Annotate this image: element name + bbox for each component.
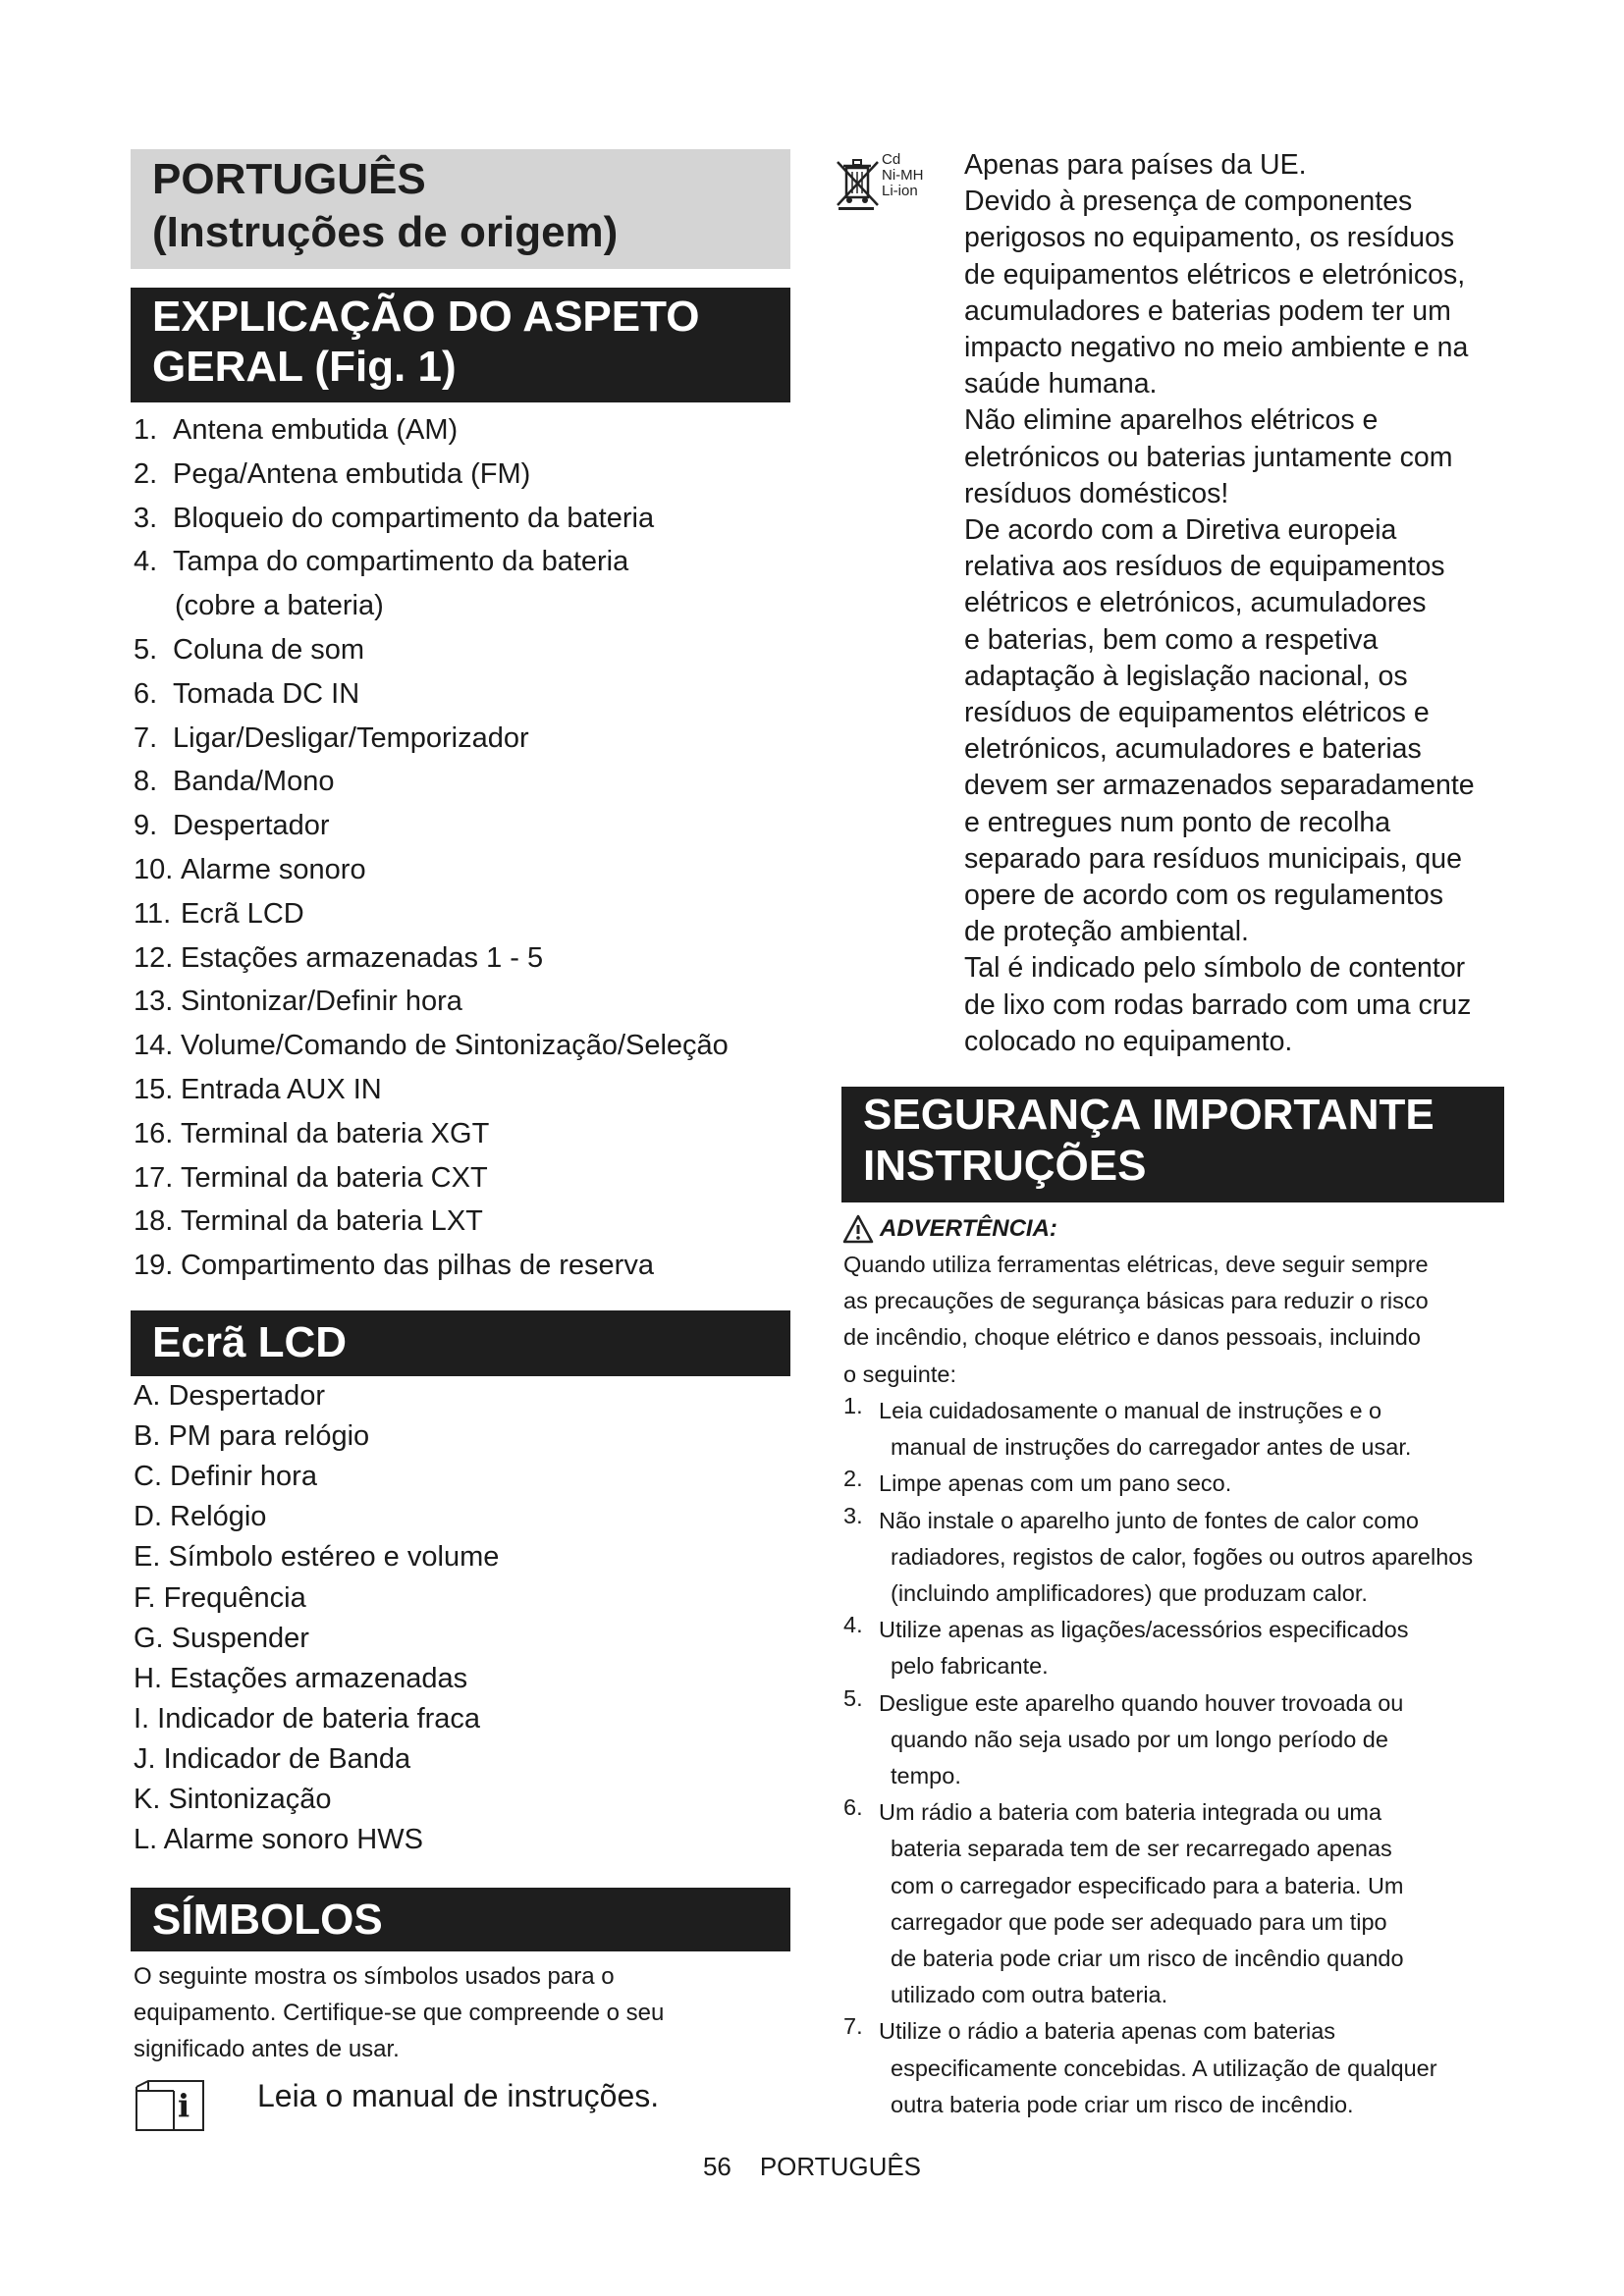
overview-item-number: 14. [134, 1030, 174, 1062]
eu-text-line: Apenas para países da UE. [964, 149, 1307, 181]
safety-item-line: especificamente concebidas. A utilização de qualquer [891, 2055, 1437, 2081]
overview-item [134, 458, 530, 491]
eu-text-line: e baterias, bem como a respetiva [964, 623, 1379, 656]
overview-item [134, 590, 384, 622]
manual-icon-letter: i [178, 2087, 190, 2124]
eu-text-line: separado para resíduos municipais, que [964, 842, 1462, 875]
safety-item-number: 7. [843, 2013, 863, 2040]
eu-text-line: devem ser armazenados separadamente [964, 770, 1475, 802]
safety-item-line: tempo. [891, 1763, 961, 1789]
lcd-item: F. Frequência [134, 1581, 306, 1614]
safety-item-number: 1. [843, 1393, 863, 1418]
safety-intro-line: de incêndio, choque elétrico e danos pessoais, incluindo [843, 1324, 1421, 1351]
overview-item-text: (cobre a bateria) [175, 590, 384, 622]
lcd-heading-text: Ecrã LCD [152, 1318, 348, 1366]
overview-item [134, 810, 330, 842]
overview-item-number: 17. [134, 1161, 174, 1194]
eu-text-line: acumuladores e baterias podem ter um [964, 294, 1451, 327]
symbols-intro-line: significado antes de usar. [134, 2036, 400, 2062]
overview-item-text: Terminal da bateria XGT [181, 1117, 490, 1149]
lcd-item: K. Sintonização [134, 1784, 332, 1815]
safety-item-line: carregador que pode ser adequado para um tipo [891, 1908, 1387, 1935]
lcd-item: I. Indicador de bateria fraca [134, 1702, 481, 1735]
overview-item-text: Alarme sonoro [181, 854, 366, 885]
overview-item-text: Volume/Comando de Sintonização/Seleção [181, 1030, 729, 1062]
overview-item-text: Terminal da bateria LXT [181, 1205, 483, 1238]
symbols-intro-line: O seguinte mostra os símbolos usados para o [134, 1963, 615, 1990]
overview-item-text: Terminal da bateria CXT [181, 1161, 488, 1194]
language-title: PORTUGUÊS [152, 155, 426, 203]
overview-item [134, 1205, 483, 1238]
eu-text-line: colocado no equipamento. [964, 1025, 1293, 1057]
manual-icon [135, 2079, 205, 2132]
lcd-item: G. Suspender [134, 1622, 309, 1654]
overview-item [134, 898, 304, 931]
overview-item-number: 4. [134, 546, 158, 578]
lcd-item: E. Símbolo estéreo e volume [134, 1541, 500, 1574]
overview-item [134, 766, 334, 798]
overview-item-number: 9. [134, 810, 158, 842]
lcd-item: A. Despertador [134, 1380, 326, 1412]
overview-item-text: Banda/Mono [173, 766, 335, 798]
overview-item-number: 5. [134, 634, 158, 666]
safety-item-line: Desligue este aparelho quando houver trovoada ou [879, 1689, 1404, 1716]
overview-item [134, 942, 543, 975]
safety-heading-line1: SEGURANÇA IMPORTANTE [863, 1091, 1435, 1139]
safety-intro-line: o seguinte: [843, 1361, 956, 1387]
overview-item-number: 18. [134, 1205, 174, 1238]
overview-item-number: 15. [134, 1074, 174, 1105]
warning-icon [842, 1214, 874, 1244]
safety-item-line: Utilize apenas as ligações/acessórios especificados [879, 1617, 1409, 1643]
overview-item-number: 11. [134, 897, 172, 930]
overview-item-text: Tampa do compartimento da bateria [173, 546, 629, 578]
eu-text-line: impacto negativo no meio ambiente e na [964, 332, 1469, 364]
lcd-item: L. Alarme sonoro HWS [134, 1824, 423, 1856]
overview-item-text: Despertador [173, 810, 330, 842]
bin-label-cd: Cd [882, 151, 901, 168]
overview-item [134, 414, 458, 447]
safety-item-number: 3. [843, 1502, 863, 1528]
safety-item-text [879, 1794, 1404, 2013]
overview-item [134, 1250, 654, 1282]
eu-text-line: Devido à presença de componentes [964, 186, 1413, 218]
overview-item-text: Sintonizar/Definir hora [181, 986, 462, 1018]
overview-item-number: 13. [134, 986, 174, 1018]
overview-item [134, 678, 359, 711]
eu-text-line: perigosos no equipamento, os resíduos [964, 222, 1455, 254]
safety-item-line: outra bateria pode criar um risco de incêndio. [891, 2091, 1354, 2117]
safety-item-text [879, 2013, 1437, 2123]
safety-item [843, 1685, 1403, 1795]
safety-item-line: de bateria pode criar um risco de incêndio quando [891, 1946, 1404, 1971]
overview-item-text: Compartimento das pilhas de reserva [181, 1250, 654, 1282]
overview-heading-line1: EXPLICAÇÃO DO ASPETO [152, 293, 700, 341]
page-footer [0, 2152, 1624, 2182]
overview-item-number: 12. [134, 941, 174, 974]
eu-text-line: De acordo com a Diretiva europeia [964, 514, 1397, 547]
eu-text-line: eletrónicos, acumuladores e baterias [964, 733, 1422, 766]
overview-item [134, 546, 628, 578]
overview-item [134, 1074, 382, 1106]
overview-item [134, 1162, 488, 1195]
overview-item [134, 986, 462, 1018]
overview-item-text: Pega/Antena embutida (FM) [173, 457, 531, 490]
overview-heading-line2: GERAL (Fig. 1) [152, 343, 457, 391]
lcd-item: D. Relógio [134, 1501, 267, 1533]
overview-item-number: 10. [134, 854, 174, 885]
overview-item-number: 8. [134, 766, 158, 798]
symbols-heading-text: SÍMBOLOS [152, 1896, 383, 1944]
safety-item-text [879, 1685, 1403, 1795]
overview-item-text: Ligar/Desligar/Temporizador [173, 721, 529, 754]
overview-item-number: 7. [134, 721, 158, 754]
eu-text-line: de proteção ambiental. [964, 916, 1249, 948]
safety-item-line: pelo fabricante. [891, 1653, 1049, 1680]
symbols-intro [134, 1958, 801, 2067]
safety-item-line: Leia cuidadosamente o manual de instruções e o [879, 1398, 1382, 1423]
overview-item-text: Estações armazenadas 1 - 5 [181, 941, 544, 974]
safety-item-number: 6. [843, 1794, 863, 1821]
symbols-intro-line: equipamento. Certifique-se que compreende o seu [134, 2000, 665, 2026]
safety-item-line: Não instale o aparelho junto de fontes de calor como [879, 1507, 1419, 1533]
eu-text-line: adaptação à legislação nacional, os [964, 660, 1408, 692]
overview-item-text: Bloqueio do compartimento da bateria [173, 502, 655, 534]
crossed-bin-icon [835, 152, 929, 215]
manual-text: Leia o manual de instruções. [257, 2078, 660, 2113]
safety-item [843, 1393, 1411, 1466]
overview-item-text: Coluna de som [173, 634, 365, 666]
overview-item-number: 1. [134, 414, 158, 446]
safety-item-number: 5. [843, 1684, 863, 1711]
overview-item [134, 634, 364, 667]
eu-text-line: eletrónicos ou baterias juntamente com [964, 441, 1453, 473]
overview-item [134, 854, 366, 886]
lcd-item: B. PM para relógio [134, 1420, 370, 1453]
safety-item-line: (incluindo amplificadores) que produzam calor. [891, 1580, 1368, 1606]
overview-item [134, 503, 654, 535]
eu-text-line: resíduos de equipamentos elétricos e [964, 697, 1430, 729]
safety-item-text [879, 1612, 1408, 1684]
eu-text-line: opere de acordo com os regulamentos [964, 880, 1443, 912]
safety-item-line: manual de instruções do carregador antes de usar. [891, 1434, 1412, 1461]
eu-text-line: e entregues num ponto de recolha [964, 806, 1391, 838]
language-header [131, 149, 790, 269]
overview-heading [131, 288, 790, 402]
safety-item-line: radiadores, registos de calor, fogões ou outros aparelhos [891, 1543, 1474, 1570]
eu-text-line: saúde humana. [964, 368, 1158, 400]
safety-item [843, 1466, 1231, 1502]
eu-text-line: elétricos e eletrónicos, acumuladores [964, 587, 1427, 619]
safety-item-line: Limpe apenas com um pano seco. [879, 1470, 1232, 1497]
safety-item-text [879, 1466, 1231, 1502]
safety-item-number: 4. [843, 1612, 863, 1638]
eu-text-line: Não elimine aparelhos elétricos e [964, 404, 1379, 437]
symbols-heading [131, 1888, 790, 1951]
overview-item [134, 722, 529, 755]
lcd-item: H. Estações armazenadas [134, 1662, 468, 1694]
footer-label: PORTUGUÊS [759, 2152, 922, 2181]
overview-item-number: 2. [134, 457, 158, 490]
overview-item-text: Ecrã LCD [181, 897, 304, 930]
safety-heading [841, 1087, 1504, 1202]
safety-heading-line2: INSTRUÇÕES [863, 1142, 1147, 1190]
safety-intro-line: Quando utiliza ferramentas elétricas, deve seguir sempre [843, 1252, 1429, 1277]
safety-item-line: Um rádio a bateria com bateria integrada ou uma [879, 1799, 1382, 1826]
page-number: 56 [702, 2152, 731, 2181]
eu-text-line: de lixo com rodas barrado com uma cruz [964, 988, 1472, 1021]
safety-item-line: Utilize o rádio a bateria apenas com baterias [879, 2018, 1336, 2045]
safety-item [843, 1503, 1473, 1613]
safety-item [843, 2013, 1437, 2123]
safety-item-line: com o carregador especificado para a bateria. Um [891, 1872, 1404, 1898]
safety-item [843, 1794, 1404, 2013]
safety-item-line: quando não seja usado por um longo período de [891, 1726, 1388, 1752]
overview-item [134, 1030, 729, 1062]
bin-label-nimh: Ni-MH [882, 167, 924, 184]
lcd-item: C. Definir hora [134, 1461, 317, 1493]
safety-intro-line: as precauções de segurança básicas para reduzir o risco [843, 1288, 1429, 1314]
language-subtitle: (Instruções de origem) [152, 208, 619, 256]
eu-text-line: de equipamentos elétricos e eletrónicos, [964, 258, 1466, 291]
overview-item-text: Entrada AUX IN [181, 1074, 382, 1105]
overview-item-number: 19. [134, 1250, 174, 1282]
overview-item-number: 3. [134, 502, 158, 534]
safety-intro [843, 1247, 1511, 1393]
overview-item-text: Tomada DC IN [173, 677, 360, 710]
bin-label-liion: Li-ion [882, 183, 918, 199]
overview-item-number: 16. [134, 1117, 174, 1149]
safety-item-line: bateria separada tem de ser recarregado apenas [891, 1836, 1392, 1862]
safety-item-text [879, 1393, 1411, 1466]
safety-item-text [879, 1503, 1473, 1613]
lcd-heading [131, 1310, 790, 1376]
lcd-item: J. Indicador de Banda [134, 1742, 411, 1775]
safety-item [843, 1612, 1408, 1684]
safety-item-number: 2. [843, 1466, 863, 1492]
overview-item [134, 1118, 489, 1150]
eu-text-line: Tal é indicado pelo símbolo de contentor [964, 952, 1466, 985]
overview-item-number: 6. [134, 677, 158, 710]
eu-text-line: resíduos domésticos! [964, 477, 1229, 509]
safety-item-line: utilizado com outra bateria. [891, 1982, 1168, 2008]
warning-label: ADVERTÊNCIA: [880, 1215, 1057, 1242]
eu-text-line: relativa aos resíduos de equipamentos [964, 551, 1445, 583]
overview-item-text: Antena embutida (AM) [173, 414, 459, 446]
eu-disposal-text [964, 147, 1514, 1060]
